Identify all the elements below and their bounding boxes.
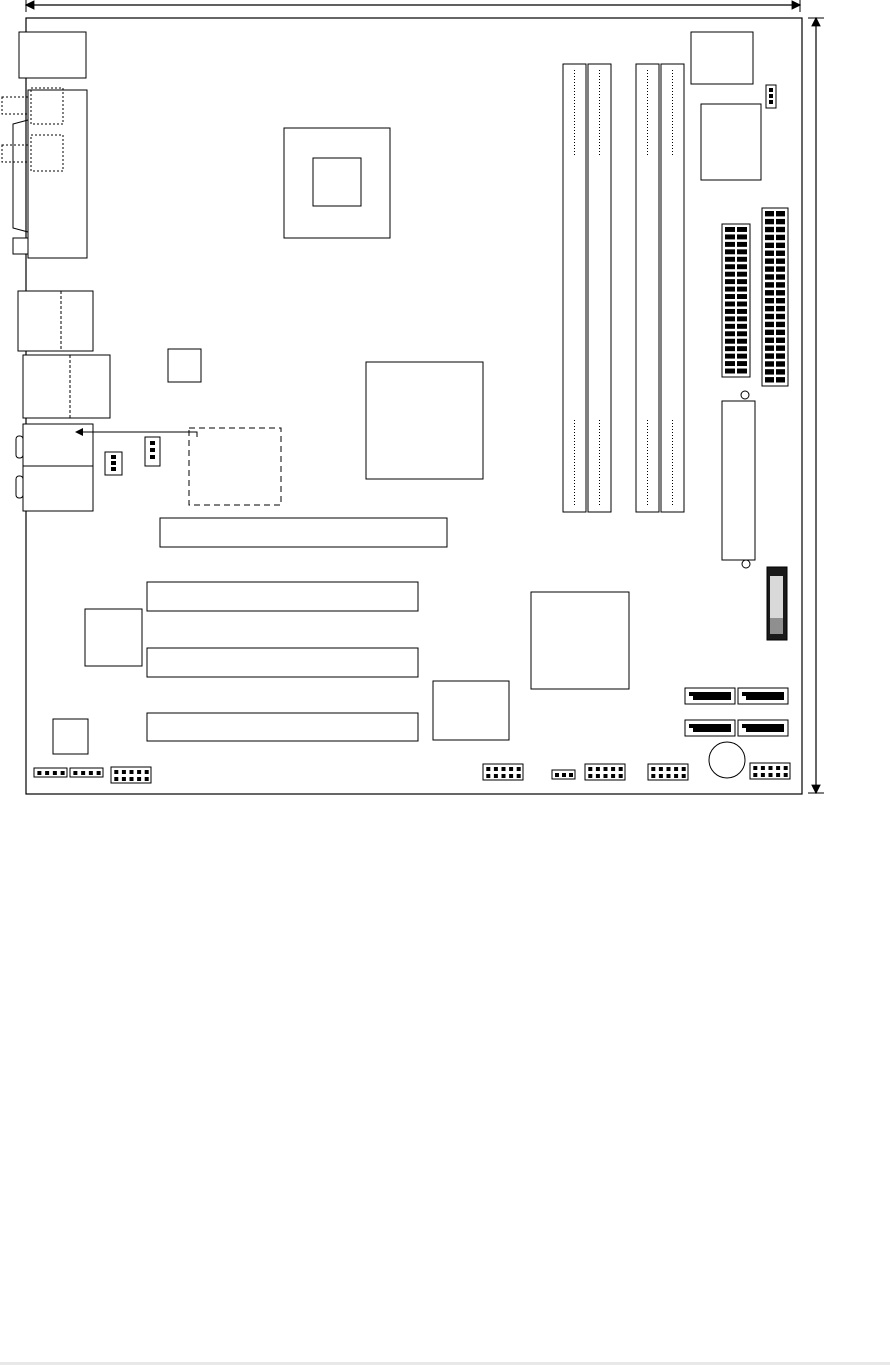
audio-port-block bbox=[16, 424, 93, 511]
sata-connector bbox=[738, 688, 788, 704]
aux-audio-header bbox=[70, 768, 103, 777]
power-connector-4pin bbox=[691, 32, 753, 84]
sata-connector bbox=[685, 688, 735, 704]
dimm-slots bbox=[563, 64, 684, 512]
jumper-header bbox=[552, 770, 575, 779]
height-dimension-arrow bbox=[808, 18, 824, 793]
dimm-slot bbox=[588, 64, 611, 512]
small-chip bbox=[53, 719, 88, 754]
audio-jack-dotted bbox=[2, 145, 28, 162]
fan-connector bbox=[105, 452, 122, 475]
floppy-connector bbox=[767, 567, 787, 640]
sata-connector bbox=[738, 720, 788, 736]
northbridge-chip bbox=[366, 362, 483, 479]
sata-connectors bbox=[685, 688, 788, 736]
small-chip bbox=[168, 349, 201, 382]
pci-slot bbox=[147, 713, 418, 741]
audio-codec-chip bbox=[85, 609, 142, 666]
cd-audio-header bbox=[34, 768, 67, 777]
atx-power-connector bbox=[722, 391, 755, 568]
pci-slot bbox=[147, 648, 418, 677]
ide-connector-primary bbox=[762, 208, 788, 386]
ps2-port bbox=[19, 32, 86, 78]
cmos-battery bbox=[709, 742, 745, 778]
parallel-port-block bbox=[28, 90, 87, 258]
front-panel-header bbox=[750, 763, 790, 779]
southbridge-chip bbox=[531, 592, 629, 689]
front-audio-header bbox=[111, 767, 151, 783]
parallel-port-tab bbox=[13, 238, 28, 254]
ide-connector-secondary bbox=[722, 224, 750, 377]
sata-connector bbox=[685, 720, 735, 736]
audio-jack-dotted bbox=[2, 97, 28, 114]
cpu-socket bbox=[284, 128, 390, 238]
usb-header bbox=[585, 764, 625, 780]
pci-slot bbox=[147, 582, 418, 611]
io-chip bbox=[433, 681, 509, 740]
fan-connector bbox=[145, 437, 160, 466]
dashed-region bbox=[189, 428, 281, 505]
bottom-headers bbox=[34, 763, 790, 783]
width-dimension-arrow bbox=[26, 0, 800, 12]
dimm-slot bbox=[661, 64, 684, 512]
pcie-x16-slot bbox=[160, 518, 447, 547]
com-header bbox=[648, 764, 688, 780]
usb-lan-block bbox=[18, 291, 93, 351]
jumper-3pin bbox=[766, 85, 776, 108]
dimm-slot bbox=[636, 64, 659, 512]
bios-chip bbox=[701, 104, 761, 180]
pointer-arrow bbox=[76, 432, 197, 437]
dimm-slot bbox=[563, 64, 586, 512]
usb-header bbox=[483, 764, 523, 780]
usb-port-block bbox=[23, 355, 110, 418]
